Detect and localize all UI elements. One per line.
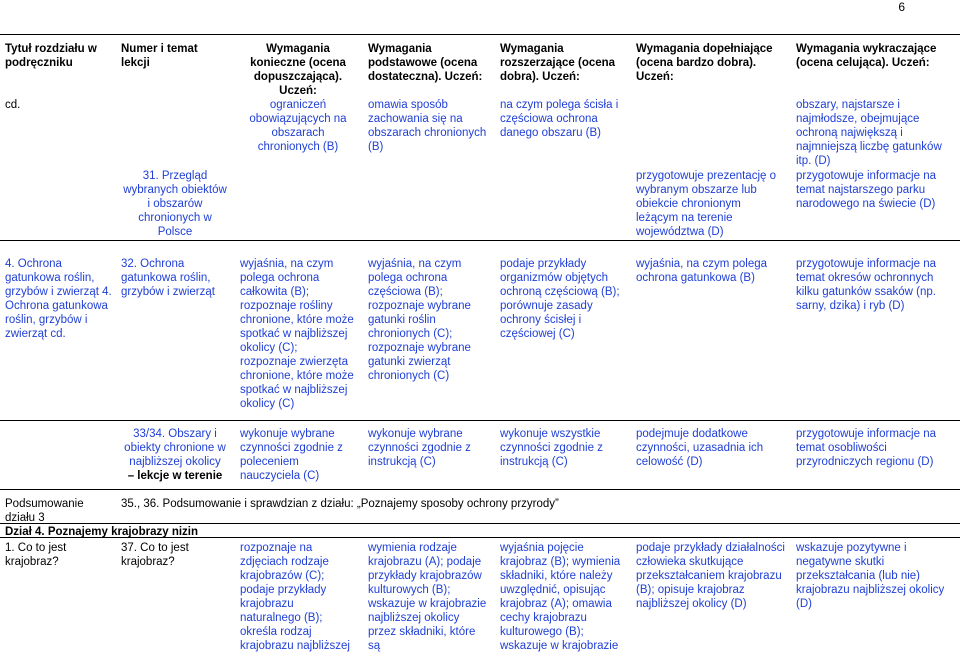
summary-lessons: 35., 36. Podsumowanie i sprawdzian z działu: „Poznajemy sposoby ochrony przyrody” (121, 498, 559, 510)
exceeding-31-b: przygotowuje informacje na temat najstarszego parku narodowego na świecie (D) (796, 170, 936, 210)
header-required: Wymagania konieczne (ocena dopuszczająca). Uczeń: (250, 43, 346, 97)
required-32: wyjaśnia, na czym polega ochrona całkowita (B); rozpoznaje rośliny chronione, które może spotkać w najbliższej okolicy (C); rozpoznaje zwierzęta chronione, które może spotkać w najbliższej okolicy (C) (240, 258, 354, 410)
header-basic: Wymagania podstawowe (ocena dostateczna). Uczeń: (368, 43, 483, 83)
extended-33: wykonuje wszystkie czynności zgodnie z instrukcją (C) (500, 428, 603, 468)
basic-33: wykonuje wybrane czynności zgodnie z instrukcją (C) (368, 428, 471, 468)
complementary-37: podaje przykłady działalności człowieka skutkujące przekształcaniem krajobrazu (B); opisuje krajobraz najbliższej okolicy (D) (636, 542, 785, 610)
exceeding-33: przygotowuje informacje na temat osobliwości przyrodniczych regionu (D) (796, 428, 936, 468)
lesson-33-34 (121, 427, 229, 483)
required-33: wykonuje wybrane czynności zgodnie z poleceniem nauczyciela (C) (240, 428, 343, 482)
header-exceeding: Wymagania wykraczające (ocena celująca). Uczeń: (796, 43, 937, 69)
complementary-33: podejmuje dodatkowe czynności, uzasadnia ich celowość (D) (636, 428, 764, 468)
basic-32: wyjaśnia, na czym polega ochrona częściowa (B); rozpoznaje wybrane gatunki roślin chronionych (C); rozpoznaje wybrane gatunki zwierząt chronionych (C) (368, 258, 471, 382)
lesson-37: 37. Co to jest krajobraz? (121, 542, 189, 568)
row-divider (0, 420, 960, 421)
row-divider (0, 240, 960, 241)
exceeding-31-a: obszary, najstarsze i najmłodsze, obejmujące ochroną największą i najmniejszą liczbę gatunków itp. (D) (796, 99, 942, 167)
basic-31: omawia sposób zachowania się na obszarach chronionych (B) (368, 99, 487, 153)
basic-37: wymienia rodzaje krajobrazu (A); podaje przykłady krajobrazów kulturowych (B); wskazuje w krajobrazie najbliższej okolicy przez składniki, które są (368, 542, 487, 652)
row-divider (0, 489, 960, 490)
exceeding-32: przygotowuje informacje na temat okresów ochronnych kilku gatunków ssaków (np. sarny, dzika) i ryb (D) (796, 258, 936, 312)
lesson-33-34-field-note: – lekcje w terenie (127, 470, 223, 482)
lesson-33-34-title: 33/34. Obszary i obiekty chronione w najbliższej okolicy (124, 428, 226, 468)
required-37: rozpoznaje na zdjęciach rodzaje krajobrazów (C); podaje przykłady krajobrazu naturalnego (B); określa rodzaj krajobrazu najbliższej (240, 542, 350, 652)
extended-31: na czym polega ścisła i częściowa ochrona danego obszaru (B) (500, 99, 619, 139)
chapter-cd: cd. (5, 99, 21, 111)
summary-chapter: Podsumowanie działu 3 (5, 498, 84, 524)
complementary-31: przygotowuje prezentację o wybranym obszarze lub obiekcie chronionym leżącym na terenie województwa (D) (636, 170, 776, 238)
row-divider (0, 523, 960, 524)
lesson-31: 31. Przegląd wybranych obiektów i obszarów chronionych w Polsce (123, 170, 227, 238)
chapter-4-title: Dział 4. Poznajemy krajobrazy nizin (5, 526, 199, 538)
table-top-rule (0, 34, 960, 35)
page-number: 6 (898, 0, 905, 14)
complementary-32: wyjaśnia, na czym polega ochrona gatunkowa (B) (636, 258, 768, 284)
chapter-4: 4. Ochrona gatunkowa roślin, grzybów i zwierząt 4. Ochrona gatunkowa roślin, grzybów i zwierząt cd. (5, 258, 112, 340)
lesson-32: 32. Ochrona gatunkowa roślin, grzybów i zwierząt (121, 258, 215, 298)
extended-32: podaje przykłady organizmów objętych ochroną częściową (B); porównuje zasady ochrony ścisłej i częściowej (C) (500, 258, 620, 340)
exceeding-37: wskazuje pozytywne i negatywne skutki przekształcania (lub nie) krajobrazu najbliższej okolicy (D) (796, 542, 945, 610)
header-lesson: Numer i temat lekcji (121, 43, 198, 69)
extended-37: wyjaśnia pojęcie krajobraz (B); wymienia składniki, które należy uwzględnić, opisując krajobraz (A); omawia cechy krajobrazu kulturowego (B); wskazuje w krajobrazie (500, 542, 621, 652)
required-31: ograniczeń obowiązujących na obszarach chronionych (B) (249, 99, 347, 153)
header-chapter-title: Tytuł rozdziału w podręczniku (5, 43, 97, 69)
chapter-4-topic: 1. Co to jest krajobraz? (5, 542, 67, 568)
header-complementary: Wymagania dopełniające (ocena bardzo dobra). Uczeń: (636, 43, 773, 83)
header-extended: Wymagania rozszerzające (ocena dobra). Uczeń: (500, 43, 616, 83)
